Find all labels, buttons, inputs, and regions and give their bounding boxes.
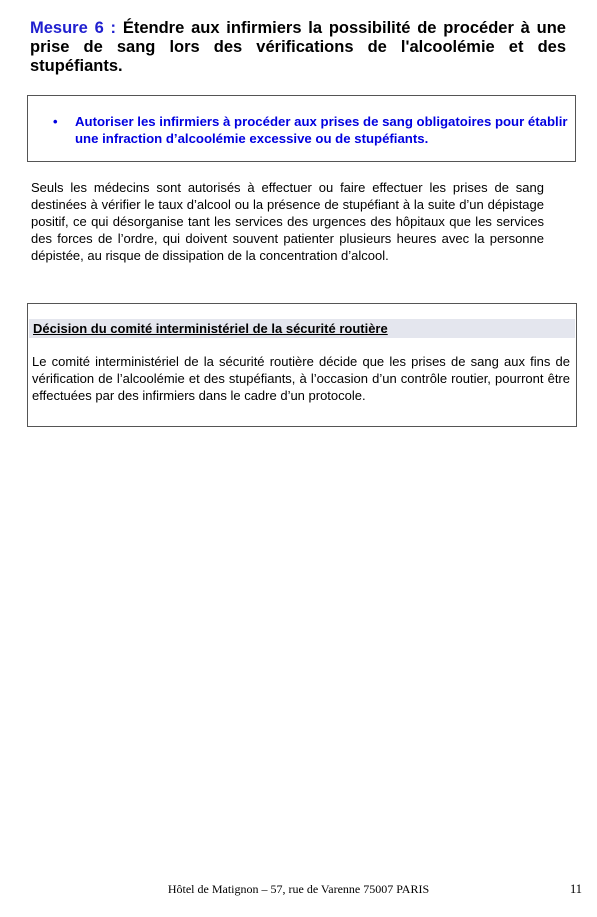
body-paragraph: Seuls les médecins sont autorisés à effectuer ou faire effectuer les prises de sang destinées à vérifier le taux d’alcool ou la présence de stupéfiant à la suite d’un dépistage positif, ce qui désorganise tant les services des urgences des hôpitaux que les services des forces de l’ordre, qui doivent souvent patienter plusieurs heures avec la personne dépistée, au risque de dissipation de la concentration d’alcool. <box>31 180 544 263</box>
measure-label: Mesure 6 : <box>30 19 117 37</box>
objective-text: Autoriser les infirmiers à procéder aux prises de sang obligatoires pour établir une infraction d’alcoolémie excessive ou de stupéfiants. <box>75 114 568 146</box>
decision-heading: Décision du comité interministériel de la sécurité routière <box>33 321 388 336</box>
decision-text: Le comité interministériel de la sécurité routière décide que les prises de sang aux fins de vérification de l’alcoolémie et des stupéfiants, à l’occasion d’un contrôle routier, pourront être effectuées par des infirmiers dans le cadre d’un protocole. <box>32 354 570 403</box>
footer-address: Hôtel de Matignon – 57, rue de Varenne 75007 PARIS <box>167 882 430 896</box>
bullet-icon: • <box>53 114 58 129</box>
objective-box <box>27 95 576 162</box>
decision-box <box>27 303 577 427</box>
page-number: 11 <box>569 882 582 896</box>
decision-heading-band <box>29 319 575 338</box>
measure-title <box>30 19 566 76</box>
measure-title-text: Étendre aux infirmiers la possibilité de procéder à une prise de sang lors des vérifications de l'alcoolémie et des stupéfiants. <box>30 19 566 75</box>
objective-list-item <box>53 113 573 147</box>
